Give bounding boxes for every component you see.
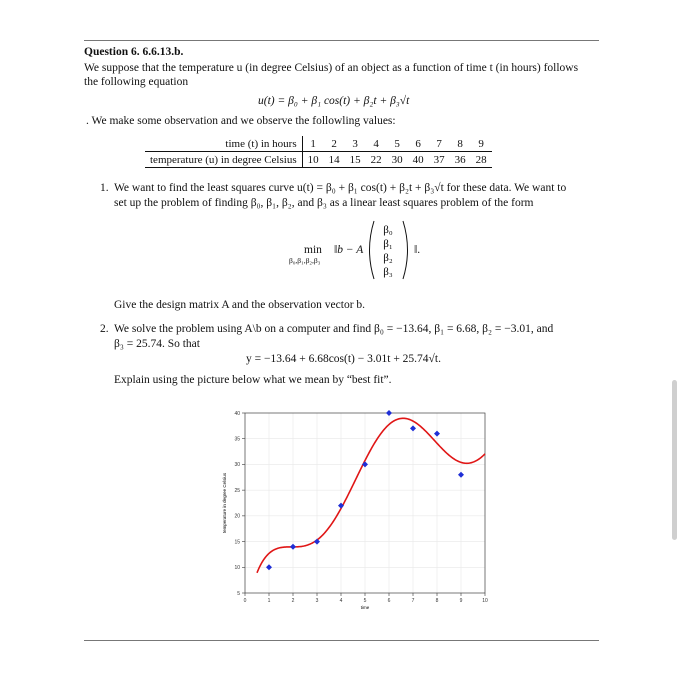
beta-vector: [366, 219, 412, 281]
data-point: [362, 461, 368, 467]
fit-equation: y = −13.64 + 6.68cos(t) − 3.01t + 25.74√t.: [246, 353, 441, 365]
y-tick-label: 40: [234, 410, 240, 417]
part1-line-1: We want to find the least squares curve u(t) = β₀ + β₁ cos(t) + β₂t + β₃√t for these data. We want to: [114, 182, 567, 194]
data-point: [314, 539, 320, 545]
y-tick-label: 20: [234, 513, 240, 520]
left-paren: [370, 221, 375, 279]
time-cell: 9: [471, 136, 492, 152]
temp-row-label: temperature (u) in degree Celsius: [145, 152, 302, 168]
x-tick-label: 8: [435, 598, 439, 604]
intro-line-2: the following equation: [84, 76, 189, 88]
fit-chart: [220, 405, 505, 615]
x-tick-label: 2: [291, 598, 295, 604]
right-paren: [403, 221, 408, 279]
part2-explain: Explain using the picture below what we mean by “best fit”.: [114, 374, 392, 386]
fit-curve: [257, 418, 485, 573]
x-tick-label: 3: [315, 598, 319, 604]
min-label: min: [304, 244, 322, 256]
norm-close: ‖.: [414, 244, 421, 256]
observation-intro: . We make some observation and we observe the followling values:: [86, 115, 396, 127]
time-cell: 4: [366, 136, 387, 152]
data-point: [410, 425, 416, 431]
x-axis-label: time: [360, 605, 370, 610]
temp-cell: 10: [302, 152, 324, 168]
data-point: [458, 472, 464, 478]
y-tick-label: 35: [234, 436, 240, 443]
vector-entry: β₂: [383, 252, 393, 264]
temp-cell: 28: [471, 152, 492, 168]
part1-number: 1.: [100, 182, 109, 194]
time-cell: 8: [450, 136, 471, 152]
bottom-rule: [84, 640, 599, 641]
temp-cell: 22: [366, 152, 387, 168]
intro-line-1: We suppose that the temperature u (in degree Celsius) of an object as a function of time t (in hours) follows: [84, 62, 579, 74]
time-row: [145, 136, 492, 152]
data-point: [386, 410, 392, 416]
data-point: [434, 431, 440, 437]
page-scrollbar[interactable]: [672, 380, 677, 540]
x-tick-label: 5: [363, 598, 367, 604]
part1-question: Give the design matrix A and the observation vector b.: [114, 299, 366, 311]
y-tick-label: 5: [237, 590, 240, 597]
x-tick-label: 10: [482, 598, 488, 604]
x-tick-label: 4: [339, 598, 343, 604]
y-axis-label: temperature in degree Celsius: [222, 472, 227, 534]
x-tick-label: 1: [267, 598, 271, 604]
time-cell: 7: [429, 136, 450, 152]
y-tick-label: 15: [234, 539, 240, 546]
chart-grid: [245, 413, 485, 593]
part1-line-2: set up the problem of finding β₀, β₁, β₂, and β₃ as a linear least squares problem of the form: [114, 197, 534, 209]
min-subscript: β₀,β₁,β₂,β₃: [289, 256, 321, 265]
observation-table: [145, 136, 492, 168]
x-tick-label: 0: [243, 598, 247, 604]
part2-line-2: β₃ = 25.74. So that: [114, 338, 200, 350]
x-tick-label: 6: [387, 598, 391, 604]
time-cell: 6: [408, 136, 429, 152]
vector-entry: β₃: [383, 266, 393, 278]
top-rule: [84, 40, 599, 41]
chart-axes: [242, 413, 485, 596]
time-cell: 2: [324, 136, 345, 152]
x-tick-label: 9: [459, 598, 463, 604]
part2-line-1: We solve the problem using A\b on a computer and find β₀ = −13.64, β₁ = 6.68, β₂ = −3.01, and: [114, 323, 554, 335]
time-row-label: time (t) in hours: [145, 136, 302, 152]
temp-cell: 37: [429, 152, 450, 168]
vector-entry: β₁: [383, 238, 393, 250]
data-point: [266, 564, 272, 570]
temp-cell: 40: [408, 152, 429, 168]
x-tick-label: 7: [411, 598, 415, 604]
data-point: [290, 544, 296, 550]
y-tick-label: 30: [234, 462, 240, 469]
model-equation: u(t) = β₀ + β₁ cos(t) + β₂t + β₃√t: [258, 95, 410, 107]
temp-cell: 30: [387, 152, 408, 168]
y-tick-label: 25: [234, 487, 240, 494]
time-cell: 3: [345, 136, 366, 152]
vector-entry: β₀: [383, 224, 393, 236]
temp-cell: 36: [450, 152, 471, 168]
temp-cell: 15: [345, 152, 366, 168]
part2-number: 2.: [100, 323, 109, 335]
temp-cell: 14: [324, 152, 345, 168]
time-cell: 5: [387, 136, 408, 152]
chart-tick-labels: [234, 411, 488, 604]
temp-row: [145, 152, 492, 168]
y-tick-label: 10: [234, 565, 240, 572]
question-title: Question 6. 6.6.13.b.: [84, 46, 184, 58]
norm-expression: ‖b − A: [334, 244, 364, 256]
time-cell: 1: [302, 136, 324, 152]
